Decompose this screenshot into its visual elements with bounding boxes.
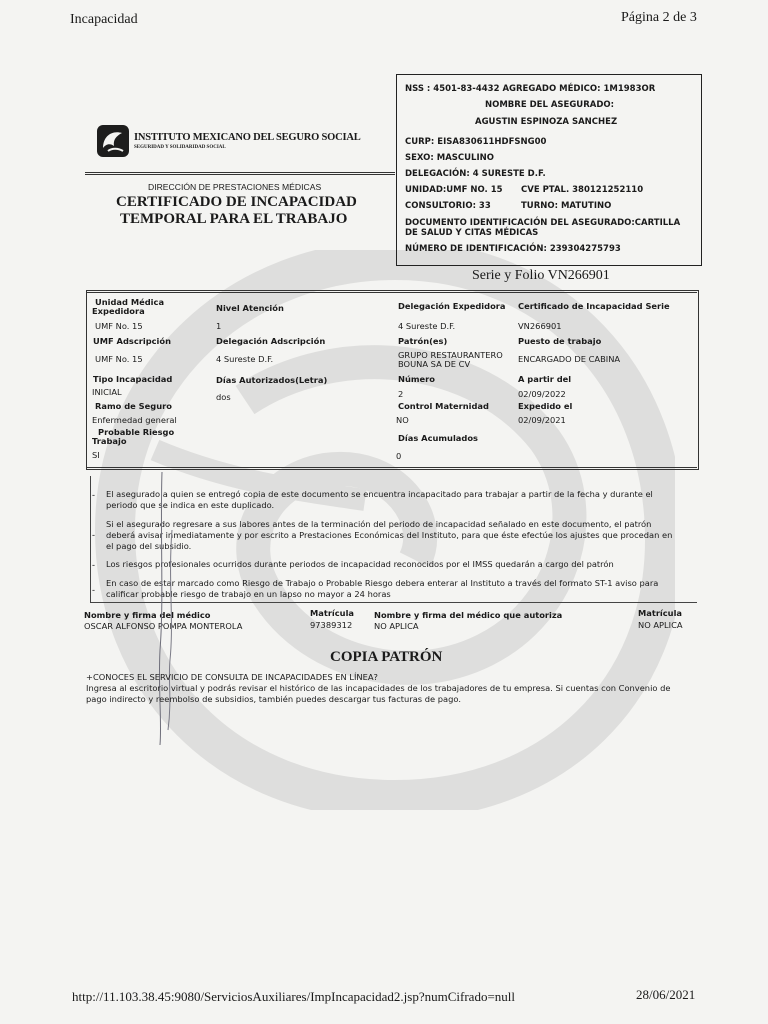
dias-autorizados-label: Días Autorizados(Letra) bbox=[216, 375, 328, 385]
online-service-line-2: pago indirecto y reembolso de subsidios, también puedes descargar tus facturas de pago. bbox=[86, 694, 461, 704]
page-footer-url: http://11.103.38.45:9080/ServiciosAuxiliares/ImpIncapacidad2.jsp?numCifrado=null bbox=[72, 989, 515, 1004]
medico-autoriza-value: NO APLICA bbox=[374, 621, 419, 631]
grid-bottom-rule bbox=[87, 467, 697, 468]
unidad-medica-label-2: Expedidora bbox=[92, 306, 145, 316]
cve-ptal-line: CVE PTAL. 380121252110 bbox=[521, 185, 644, 195]
copia-patron-heading: COPIA PATRÓN bbox=[330, 649, 443, 665]
pen-stroke-marks bbox=[150, 470, 210, 750]
probable-riesgo-value: SI bbox=[92, 450, 100, 460]
consultorio-line: CONSULTORIO: 33 bbox=[405, 201, 491, 211]
dias-autorizados-value: dos bbox=[216, 392, 231, 402]
certificado-serie-label: Certificado de Incapacidad Serie bbox=[518, 301, 670, 311]
online-service-title: +CONOCES EL SERVICIO DE CONSULTA DE INCAPACIDADES EN LÍNEA? bbox=[86, 672, 378, 682]
matricula-2-label: Matrícula bbox=[638, 608, 683, 618]
medico-autoriza-label: Nombre y firma del médico que autoriza bbox=[374, 610, 563, 620]
note-4-line-2: calificar probable riesgo de trabajo en un lapso no mayor a 24 horas bbox=[106, 589, 391, 599]
note-bullet-3: - bbox=[92, 560, 95, 570]
unidad-line: UNIDAD:UMF NO. 15 bbox=[405, 185, 503, 195]
matricula-value: 97389312 bbox=[310, 620, 353, 630]
note-3-line-1: Los riesgos profesionales ocurridos durante periodos de incapacidad reconocidos por el IMSS quedarán a cargo del patrón bbox=[106, 559, 614, 569]
certificado-serie-value: VN266901 bbox=[518, 321, 562, 331]
online-service-line-1: Ingresa al escritorio virtual y podrás revisar el histórico de las incapacidades de los trabajadores de tu empresa. Si cuentas con Convenio de bbox=[86, 683, 671, 693]
delegacion-line: DELEGACIÓN: 4 SURESTE D.F. bbox=[405, 169, 546, 179]
dias-acumulados-label: Días Acumulados bbox=[398, 433, 478, 443]
doc-id-line-1: DOCUMENTO IDENTIFICACIÓN DEL ASEGURADO:CARTILLA bbox=[405, 218, 681, 228]
control-maternidad-value: NO bbox=[396, 415, 409, 425]
delegacion-expedidora-label: Delegación Expedidora bbox=[398, 301, 506, 311]
ramo-seguro-value: Enfermedad general bbox=[92, 415, 177, 425]
patient-info-box bbox=[396, 74, 702, 266]
note-2-line-2: deberá avisar inmediatamente y por escrito a Prestaciones Económicas del Instituto, para que éste efectúe los ajustes que procedan en bbox=[106, 530, 673, 540]
puesto-value: ENCARGADO DE CABINA bbox=[518, 354, 621, 364]
delegacion-expedidora-value: 4 Sureste D.F. bbox=[398, 321, 456, 331]
expedido-label: Expedido el bbox=[518, 401, 573, 411]
unidad-medica-value: UMF No. 15 bbox=[95, 321, 143, 331]
title-line-2: TEMPORAL PARA EL TRABAJO bbox=[120, 211, 348, 227]
patron-value-2: BOUNA SA DE CV bbox=[398, 359, 471, 369]
sexo-line: SEXO: MASCULINO bbox=[405, 153, 494, 163]
control-maternidad-label: Control Maternidad bbox=[398, 401, 489, 411]
page-header-left: Incapacidad bbox=[70, 12, 138, 27]
note-bullet-4: - bbox=[92, 585, 95, 595]
puesto-label: Puesto de trabajo bbox=[518, 336, 602, 346]
delegacion-adscripcion-label: Delegación Adscripción bbox=[216, 336, 326, 346]
note-1-line-1: El asegurado a quien se entregó copia de este documento se encuentra incapacitado para trabajar a partir de la fecha y durante el bbox=[106, 489, 653, 499]
medico-label: Nombre y firma del médico bbox=[84, 610, 211, 620]
matricula-label: Matrícula bbox=[310, 608, 355, 618]
page-footer-date: 28/06/2021 bbox=[636, 987, 696, 1002]
umf-adscripcion-value: UMF No. 15 bbox=[95, 354, 143, 364]
numero-value: 2 bbox=[398, 389, 404, 399]
nss-line: NSS : 4501-83-4432 AGREGADO MÉDICO: 1M1983OR bbox=[405, 84, 656, 94]
delegacion-adscripcion-value: 4 Sureste D.F. bbox=[216, 354, 274, 364]
note-2-line-3: el pago del subsidio. bbox=[106, 541, 192, 551]
note-2-line-1: Si el asegurado regresare a sus labores antes de la terminación del periodo de incapacidad señalado en este documento, el patrón bbox=[106, 519, 652, 529]
title-line-1: CERTIFICADO DE INCAPACIDAD bbox=[116, 194, 357, 210]
expedido-value: 02/09/2021 bbox=[518, 415, 566, 425]
a-partir-label: A partir del bbox=[518, 374, 572, 384]
patron-value-1: GRUPO RESTAURANTERO bbox=[398, 350, 503, 360]
certificate-details-box bbox=[86, 290, 699, 470]
note-bullet-2: - bbox=[92, 530, 95, 540]
nivel-atencion-label: Nivel Atención bbox=[216, 303, 284, 313]
matricula-2-value: NO APLICA bbox=[638, 620, 683, 630]
numero-label: Número bbox=[398, 374, 435, 384]
patron-label: Patrón(es) bbox=[398, 336, 448, 346]
header-rule-double bbox=[85, 172, 395, 173]
note-1-line-2: periodo que se indica en este duplicado. bbox=[106, 500, 275, 510]
header-rule bbox=[85, 174, 395, 175]
doc-id-line-2: DE SALUD Y CITAS MÉDICAS bbox=[405, 228, 539, 238]
ramo-seguro-label: Ramo de Seguro bbox=[95, 401, 172, 411]
institute-tagline: SEGURIDAD Y SOLIDARIDAD SOCIAL bbox=[134, 145, 226, 150]
umf-adscripcion-label: UMF Adscripción bbox=[93, 336, 172, 346]
dias-acumulados-value: 0 bbox=[396, 451, 402, 461]
imss-logo-icon bbox=[96, 124, 130, 158]
direction-label: DIRECCIÓN DE PRESTACIONES MÉDICAS bbox=[148, 182, 322, 192]
institute-name: INSTITUTO MEXICANO DEL SEGURO SOCIAL bbox=[134, 132, 361, 143]
insured-name: AGUSTIN ESPINOZA SANCHEZ bbox=[475, 117, 618, 127]
turno-line: TURNO: MATUTINO bbox=[521, 201, 612, 211]
a-partir-value: 02/09/2022 bbox=[518, 389, 566, 399]
curp-line: CURP: EISA830611HDFSNG00 bbox=[405, 137, 547, 147]
tipo-incapacidad-label: Tipo Incapacidad bbox=[93, 374, 173, 384]
insured-name-label: NOMBRE DEL ASEGURADO: bbox=[485, 100, 615, 110]
page-header-right: Página 2 de 3 bbox=[621, 10, 697, 25]
note-4-line-1: En caso de estar marcado como Riesgo de Trabajo o Probable Riesgo debera enterar al Instituto a través del formato ST-1 aviso para bbox=[106, 578, 659, 588]
unidad-medica-label-1: Unidad Médica bbox=[95, 297, 165, 307]
probable-riesgo-label-2: Trabajo bbox=[92, 436, 127, 446]
nivel-atencion-value: 1 bbox=[216, 321, 222, 331]
note-bullet-1: - bbox=[92, 490, 95, 500]
tipo-incapacidad-value: INICIAL bbox=[92, 387, 122, 397]
grid-top-rule bbox=[87, 292, 697, 293]
id-number-line: NÚMERO DE IDENTIFICACIÓN: 239304275793 bbox=[405, 244, 621, 254]
serie-folio: Serie y Folio VN266901 bbox=[472, 268, 610, 283]
medico-value: OSCAR ALFONSO POMPA MONTEROLA bbox=[84, 621, 243, 631]
probable-riesgo-label-1: Probable Riesgo bbox=[98, 427, 175, 437]
